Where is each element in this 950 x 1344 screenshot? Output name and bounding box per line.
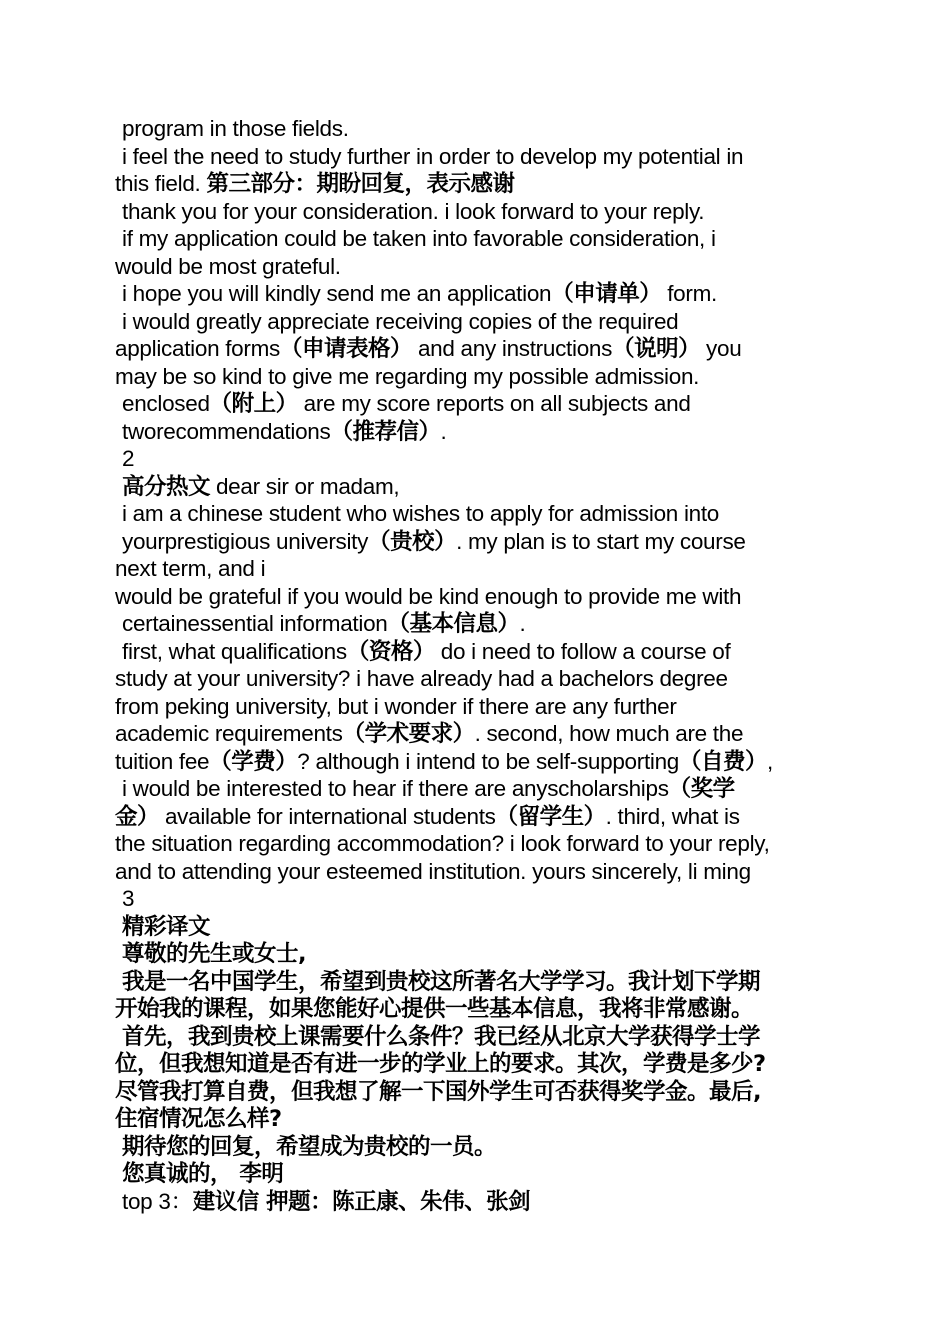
text-line	[115, 968, 845, 996]
text-run: i would greatly appreciate receiving copies of the required	[122, 308, 679, 334]
text-run: tworecommendations	[122, 418, 331, 444]
text-run: thank you for your consideration. i look forward to your reply.	[122, 198, 705, 224]
bold-text: 高分热文	[122, 473, 211, 500]
text-line	[115, 940, 845, 968]
text-run: program in those fields.	[122, 116, 349, 141]
bold-text: （奖学	[668, 776, 735, 802]
bold-text: 第三部分：期盼回复，表示感谢	[206, 171, 515, 197]
text-line	[115, 500, 845, 528]
text-run: academic requirements	[115, 721, 343, 746]
bold-text: （资格）	[346, 638, 435, 665]
bold-text: （学费）	[209, 748, 298, 775]
text-run: next term, and i	[115, 556, 266, 581]
text-line	[115, 1050, 845, 1078]
text-line	[115, 555, 845, 583]
text-run: if my application could be taken into favorable consideration, i	[122, 226, 716, 251]
text-run: study at your university? i have already had a bachelors degree	[115, 666, 728, 691]
text-line	[115, 170, 845, 198]
text-run: and any instructions	[412, 336, 613, 361]
bold-text: （贵校）	[368, 528, 457, 555]
text-run: . my plan is to start my course	[456, 528, 746, 554]
text-line	[115, 1133, 845, 1161]
text-line	[115, 885, 845, 913]
text-run: .	[440, 418, 447, 444]
text-run: 2	[122, 446, 135, 471]
text-run: would be most grateful.	[115, 253, 341, 279]
bold-text: （申请单）	[551, 281, 662, 307]
text-run: i am a chinese student who wishes to apply for admission into	[122, 501, 720, 526]
bold-text: （附上）	[209, 391, 298, 417]
text-run: ? although i intend to be self-supporting	[297, 748, 680, 774]
text-run: yourprestigious university	[122, 528, 369, 554]
text-line	[115, 418, 845, 446]
text-line	[115, 830, 845, 858]
text-line	[115, 390, 845, 418]
text-line	[115, 665, 845, 693]
bold-text: （学术要求）	[342, 721, 475, 747]
text-run: would be grateful if you would be kind enough to provide me with	[115, 583, 742, 609]
text-line	[115, 143, 845, 171]
text-line	[115, 1078, 845, 1106]
text-run: and to attending your esteemed institution. yours sincerely, li ming	[115, 858, 751, 884]
bold-text: 建议信 押题：陈正康、朱伟、张剑	[192, 1188, 531, 1215]
bold-text: 尊敬的先生或女士,	[122, 941, 307, 967]
bold-text: （说明）	[612, 336, 701, 362]
text-run: first, what qualifications	[122, 638, 347, 664]
text-run: do i need to follow a course of	[434, 638, 731, 664]
text-run: available for international students	[159, 803, 496, 829]
text-line	[115, 858, 845, 886]
text-line	[115, 775, 845, 803]
text-line	[115, 1023, 845, 1051]
bold-text: （自费）	[679, 748, 768, 775]
text-line	[115, 528, 845, 556]
text-run: top 3：	[122, 1188, 193, 1214]
text-line	[115, 473, 845, 501]
text-run: . third, what is	[605, 803, 740, 829]
text-run: may be so kind to give me regarding my possible admission.	[115, 363, 700, 389]
bold-text: 开始我的课程，如果您能好心提供一些基本信息，我将非常感谢。	[115, 996, 754, 1022]
text-line	[115, 280, 845, 308]
text-line	[115, 1105, 845, 1133]
text-run: 3	[122, 886, 135, 911]
text-line	[115, 1160, 845, 1188]
bold-text: （申请表格）	[279, 336, 412, 362]
text-run: i hope you will kindly send me an application	[122, 281, 552, 306]
bold-text: 您真诚的， 李明	[122, 1161, 284, 1187]
text-run: dear sir or madam,	[210, 473, 400, 499]
text-line	[115, 913, 845, 941]
text-line	[115, 720, 845, 748]
text-line	[115, 583, 845, 611]
text-run: are my score reports on all subjects and	[297, 391, 691, 416]
text-line	[115, 253, 845, 281]
bold-text: 首先，我到贵校上课需要什么条件？我已经从北京大学获得学士学	[122, 1023, 761, 1050]
text-run: form.	[661, 281, 717, 306]
text-line	[115, 693, 845, 721]
bold-text: （留学生）	[495, 803, 606, 830]
text-line	[115, 610, 845, 638]
text-line	[115, 748, 845, 776]
text-run: you	[700, 336, 742, 361]
text-line	[115, 363, 845, 391]
text-run: the situation regarding accommodation? i look forward to your reply,	[115, 831, 770, 856]
text-line	[115, 1188, 845, 1216]
text-line	[115, 638, 845, 666]
text-line	[115, 335, 845, 363]
bold-text: 金）	[115, 803, 160, 830]
text-run: i feel the need to study further in order to develop my potential in	[122, 143, 744, 169]
text-run: certainessential information	[122, 611, 388, 636]
bold-text: 住宿情况怎么样?	[115, 1106, 282, 1132]
text-run: .	[519, 611, 526, 636]
text-line	[115, 225, 845, 253]
bold-text: （基本信息）	[387, 611, 520, 637]
text-line	[115, 308, 845, 336]
text-line	[115, 445, 845, 473]
text-run: i would be interested to hear if there are anyscholarships	[122, 776, 669, 801]
text-run: this field.	[115, 171, 207, 196]
text-line	[115, 803, 845, 831]
text-run: application forms	[115, 336, 280, 361]
text-run: from peking university, but i wonder if there are any further	[115, 693, 677, 719]
text-line	[115, 198, 845, 226]
text-line	[115, 995, 845, 1023]
bold-text: 位，但我想知道是否有进一步的学业上的要求。其次，学费是多少?	[115, 1051, 766, 1077]
text-run: tuition fee	[115, 748, 210, 774]
bold-text: 尽管我打算自费，但我想了解一下国外学生可否获得奖学金。最后,	[115, 1078, 762, 1105]
text-line	[115, 115, 845, 143]
bold-text: 我是一名中国学生，希望到贵校这所著名大学学习。我计划下学期	[122, 968, 761, 995]
bold-text: 精彩译文	[122, 913, 211, 940]
text-run: enclosed	[122, 391, 210, 416]
document-page	[115, 115, 845, 1215]
bold-text: 期待您的回复，希望成为贵校的一员。	[122, 1133, 497, 1160]
text-run: ,	[767, 748, 773, 774]
text-run: . second, how much are the	[474, 721, 744, 746]
bold-text: （推荐信）	[330, 418, 441, 445]
